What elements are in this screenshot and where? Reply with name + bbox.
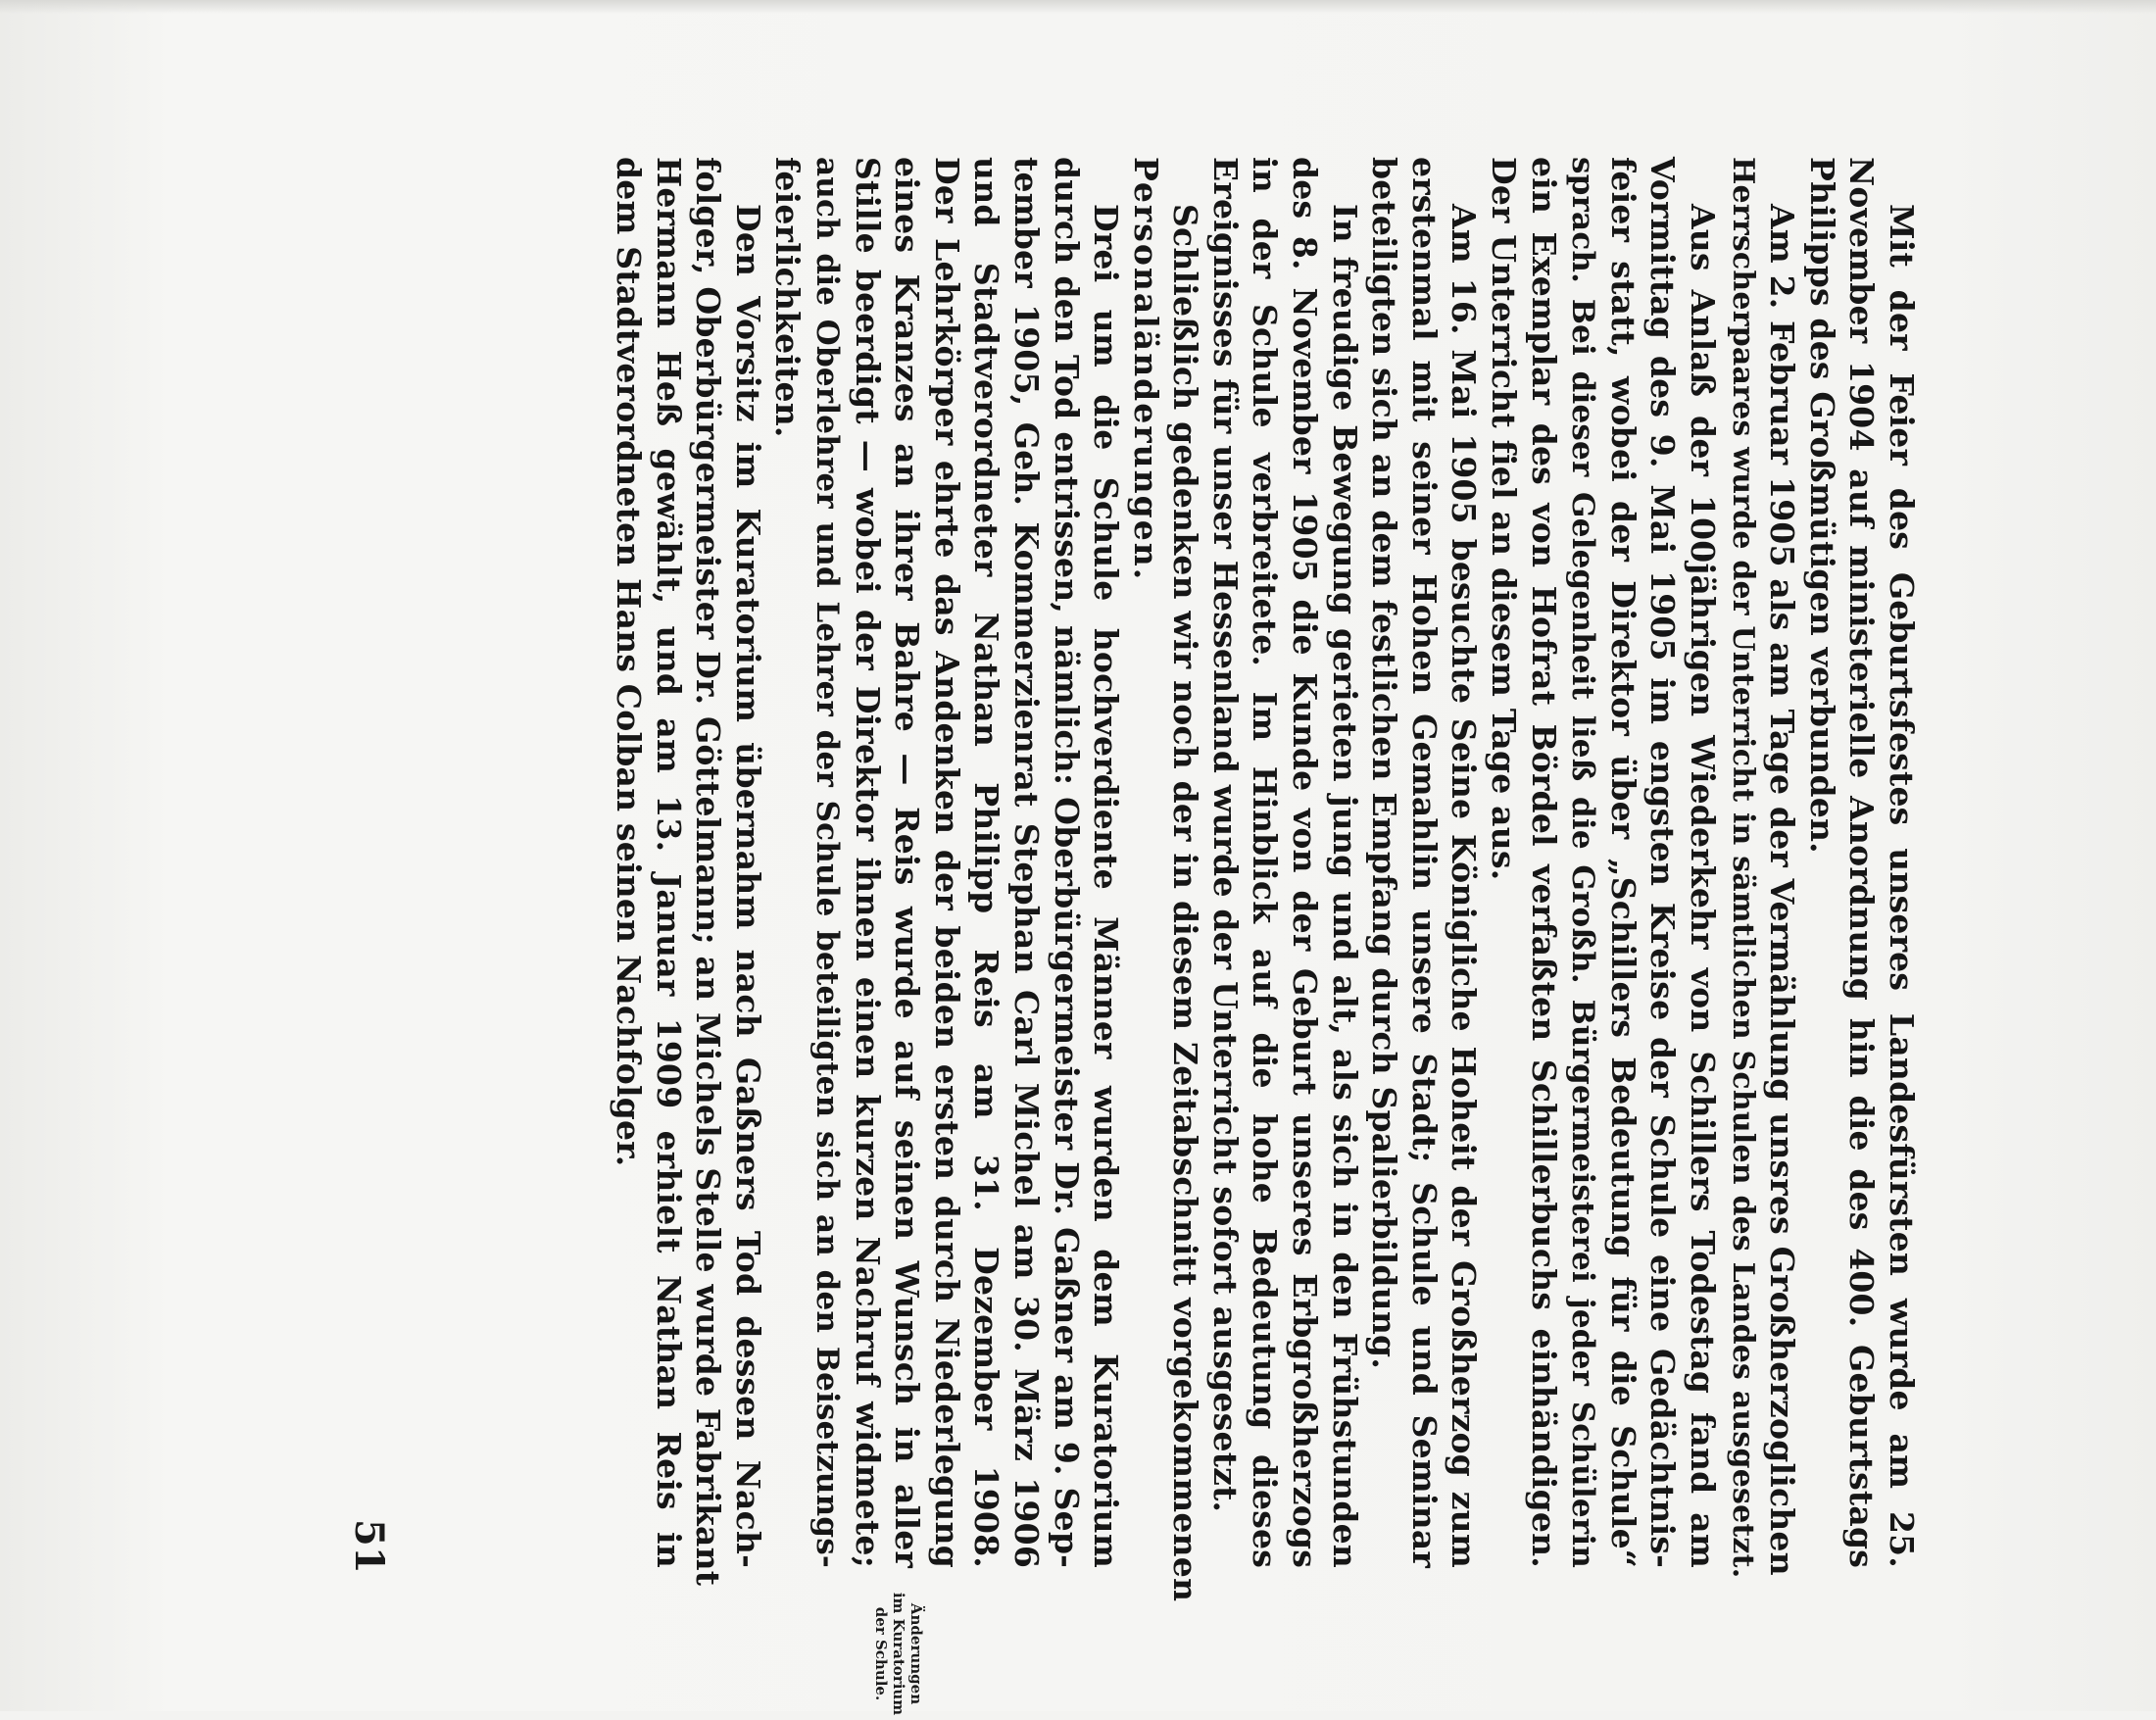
text-line: beteiligten sich an dem festlichen Empfang durch Spalierbildung. [1365, 157, 1404, 1370]
margin-note [872, 1588, 925, 1720]
margin-note-line: der Schule. [872, 1606, 890, 1701]
text-line: Stille beerdigt — wobei der Direktor ihnen einen kurzen Nachruf widmete; [848, 157, 887, 1568]
text-line: folger, Oberbürgermeister Dr. Göttelmann; an Michels Stelle wurde Fabrikant [689, 157, 728, 1587]
margin-note-line: Änderungen [907, 1602, 925, 1705]
text-line: sprach. Bei dieser Gelegenheit ließ die Großh. Bürgermeisterei jeder Schülerin [1565, 157, 1601, 1568]
text-line: Vormittag des 9. Mai 1905 im engsten Kreise der Schule eine Gedächtnis- [1643, 157, 1683, 1568]
text-line: auch die Oberlehrer und Lehrer der Schule beteiligten sich an den Beisetzungs- [808, 157, 845, 1568]
page-top-edge-shadow [0, 0, 2156, 14]
rotated-document-page [196, 127, 1921, 1716]
text-line: tember 1905, Geh. Kommerzienrat Stephan Carl Michel am 30. März 1906 [1006, 157, 1046, 1568]
text-line: Ereignisses für unser Hessenland wurde der Unterricht sofort ausgesetzt. [1205, 157, 1245, 1513]
text-line: Philipps des Großmütigen verbunden. [1802, 157, 1841, 854]
text-line: Den Vorsitz im Kuratorium übernahm nach Gaßners Tod dessen Nach- [728, 204, 767, 1568]
text-line: Herrscherpaares wurde der Unterricht in sämtlichen Schulen des Landes ausgesetzt. [1725, 157, 1760, 1579]
text-line: des 8. November 1905 die Kunde von der Geburt unseres Erbgroßherzogs [1286, 157, 1325, 1568]
text-line: Der Unterricht fiel an diesem Tage aus. [1485, 157, 1524, 881]
text-line: Drei um die Schule hochverdiente Männer wurden dem Kuratorium [1087, 204, 1126, 1568]
text-line: Mit der Feier des Geburtsfestes unseres Landesfürsten wurde am 25. [1883, 204, 1921, 1568]
text-line: feierlichkeiten. [768, 157, 808, 438]
text-line: durch den Tod entrissen, nämlich: Oberbürgermeister Dr. Gaßner am 9. Sep- [1047, 157, 1086, 1568]
text-line: dem Stadtverordneten Hans Colban seinen Nachfolger. [610, 157, 648, 1167]
text-line: In freudige Bewegung gerieten jung und alt, als sich in den Frühstunden [1325, 204, 1364, 1568]
text-line: Am 2. Februar 1905 als am Tage der Vermählung unsres Großherzoglichen [1763, 204, 1802, 1576]
text-line: erstenmal mit seiner Hohen Gemahlin unsere Stadt; Schule und Seminar [1404, 157, 1444, 1568]
text-line: feier statt, wobei der Direktor über „Schillers Bedeutung für die Schule“ [1603, 157, 1642, 1568]
text-line: Schließlich gedenken wir noch der in diesem Zeitabschnitt vorgekommenen [1166, 204, 1205, 1602]
text-line: in der Schule verbreitete. Im Hinblick auf die hohe Bedeutung dieses [1246, 157, 1285, 1568]
text-line: und Stadtverordneter Nathan Philipp Reis am 31. Dezember 1908. [967, 157, 1006, 1568]
text-line: Aus Anlaß der 100jährigen Wiederkehr von Schillers Todestag fand am [1684, 204, 1723, 1568]
text-line: Hermann Heß gewählt, und am 13. Januar 1909 erhielt Nathan Reis in [649, 157, 688, 1568]
text-line: November 1904 auf ministerielle Anordnung hin die des 400. Geburtstags [1842, 157, 1882, 1568]
text-line: eines Kranzes an ihrer Bahre — Reis wurde auf seinen Wunsch in aller [888, 157, 927, 1568]
text-line: Am 16. Mai 1905 besuchte Seine Königliche Hoheit der Großherzog zum [1445, 204, 1484, 1568]
margin-note-line: im Kuratorium [890, 1592, 907, 1716]
text-line: ein Exemplar des von Hofrat Bördel verfaßten Schillerbuchs einhändigen. [1524, 157, 1563, 1568]
body-text [608, 157, 1921, 1602]
text-line: Der Lehrkörper ehrte das Andenken der beiden ersten durch Niederlegung [927, 157, 966, 1568]
text-line: Personaländerungen. [1126, 157, 1165, 582]
page-number: 51 [346, 1519, 392, 1574]
